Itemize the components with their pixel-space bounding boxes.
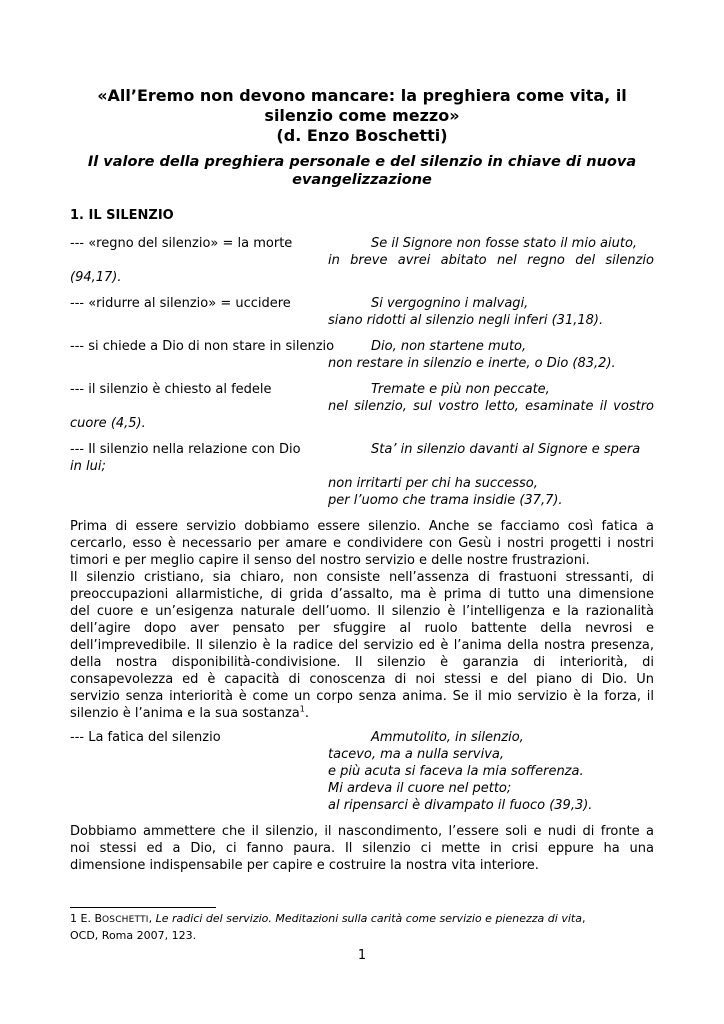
- subtitle-line-1: Il valore della preghiera personale e del silenzio in chiave di nuova: [87, 154, 637, 170]
- entry-label: --- La fatica del silenzio: [70, 730, 221, 745]
- psalm-quote-line: per l’uomo che trama insidie (37,7).: [328, 493, 563, 508]
- paragraph-line: consapevolezza ed è capacità di conoscenza di noi stessi e del piano di Dio. Un: [70, 672, 654, 687]
- psalm-quote-line: non restare in silenzio e inerte, o Dio (83,2).: [328, 356, 616, 371]
- paragraph-line: silenzio è l’anima e la sua sostanza$^1$.: [70, 704, 309, 721]
- paragraph-line: del cuore e un’esigenza naturale dell’uomo. Il silenzio è l’intelligenza e la razionalità: [70, 604, 654, 619]
- section-heading: 1. IL SILENZIO: [70, 208, 174, 223]
- footnote-reference[interactable]: 1: [299, 704, 305, 714]
- paragraph-text: silenzio è l’anima e la sua sostanza: [70, 706, 300, 721]
- page-number: 1: [357, 948, 367, 963]
- psalm-quote-line: al ripensarci è divampato il fuoco (39,3).: [328, 798, 593, 813]
- psalm-quote-line: tacevo, ma a nulla serviva,: [328, 747, 504, 762]
- paragraph-line: cercarlo, esso è necessario per amare e condividere con Gesù i nostri progetti i nostri: [70, 536, 654, 551]
- psalm-quote-tail: cuore (4,5).: [70, 416, 146, 431]
- psalm-quote-line: Ammutolito, in silenzio,: [371, 730, 524, 745]
- body-paragraph: [70, 823, 654, 874]
- footnote-separator: [70, 907, 216, 908]
- document-subtitle: [70, 153, 654, 189]
- paragraph-line: dell’agire dopo aver pensato per sfuggire al ruolo battente della nevrosi e: [70, 621, 654, 636]
- paragraph-line: servizio senza interiorità è come un corpo senza anima. Se il mio servizio è la forza, il: [70, 689, 654, 704]
- paragraph-line: della nostra disponibilità-condivisione. Il silenzio è garanzia di interiorità, di: [70, 655, 654, 670]
- paragraph-line: timori e per meglio capire il senso del nostro servizio e delle nostre frustrazioni.: [70, 553, 590, 568]
- footnote-line: 1 E. BOSCHETTI, Le radici del servizio. Meditazioni sulla carità come servizio e pienezza di vita,: [70, 912, 586, 925]
- psalm-quote-line: nel silenzio, sul vostro letto, esaminate il vostro: [328, 399, 654, 414]
- psalm-quote-line: e più acuta si faceva la mia sofferenza.: [328, 764, 584, 779]
- paragraph-line: preoccupazioni allarmistiche, di grida d’assalto, ma è prima di tutto una dimensione: [70, 587, 654, 602]
- entry-label: --- «regno del silenzio» = la morte: [70, 236, 293, 251]
- paragraph-line: Il silenzio cristiano, sia chiaro, non consiste nell’assenza di frastuoni stressanti, di: [70, 570, 654, 585]
- psalm-quote-line: siano ridotti al silenzio negli inferi (31,18).: [328, 313, 604, 328]
- psalm-quote-line: in breve avrei abitato nel regno del silenzio: [328, 253, 654, 268]
- psalm-quote-tail: in lui;: [70, 459, 106, 474]
- entry-label: --- «ridurre al silenzio» = uccidere: [70, 296, 291, 311]
- psalm-quote-line: Si vergognino i malvagi,: [371, 296, 529, 311]
- paragraph-line: Prima di essere servizio dobbiamo essere silenzio. Anche se facciamo così fatica a: [70, 519, 654, 534]
- subtitle-line-2: evangelizzazione: [292, 172, 432, 188]
- entry-label: --- il silenzio è chiesto al fedele: [70, 382, 272, 397]
- psalm-quote-line: non irritarti per chi ha successo,: [328, 476, 538, 491]
- title-line-3: (d. Enzo Boschetti): [276, 126, 448, 145]
- paragraph-line: dimensione indispensabile per capire e costruire la nostra vita interiore.: [70, 858, 539, 873]
- entry-label: --- Il silenzio nella relazione con Dio: [70, 442, 301, 457]
- entry-label: --- si chiede a Dio di non stare in silenzio: [70, 339, 335, 354]
- psalm-quote-line: Mi ardeva il cuore nel petto;: [328, 781, 512, 796]
- paragraph-line: noi stessi ed a Dio, ci fanno paura. Il silenzio ci mette in crisi eppure ha una: [70, 841, 654, 856]
- paragraph-line: Dobbiamo ammettere che il silenzio, il nascondimento, l’essere soli e nudi di fronte a: [70, 824, 654, 839]
- title-line-1: «All’Eremo non devono mancare: la preghiera come vita, il: [97, 86, 627, 105]
- document-title: [70, 86, 654, 146]
- footnote-number: 1: [70, 912, 77, 925]
- footnote-author-initial: E. B: [80, 912, 102, 925]
- footnote-publisher: OCD, Roma 2007, 123.: [70, 929, 197, 942]
- psalm-quote-line: Tremate e più non peccate,: [371, 382, 550, 397]
- psalm-quote-line: Dio, non startene muto,: [371, 339, 527, 354]
- footnote-book-title: Le radici del servizio. Meditazioni sulla carità come servizio e pienezza di vita: [155, 912, 582, 925]
- paragraph-line: dell’imprevedibile. Il silenzio è la radice del servizio ed è l’anima della nostra presenza,: [70, 638, 654, 653]
- title-line-2: silenzio come mezzo»: [264, 106, 460, 125]
- footnote-author-rest: OSCHETTI: [102, 915, 149, 925]
- footnote: [70, 911, 654, 944]
- psalm-quote-line: Sta’ in silenzio davanti al Signore e spera: [371, 442, 641, 457]
- psalm-quote-line: Se il Signore non fosse stato il mio aiuto,: [371, 236, 638, 251]
- body-paragraph: [70, 518, 654, 722]
- psalm-quote-tail: (94,17).: [70, 270, 122, 285]
